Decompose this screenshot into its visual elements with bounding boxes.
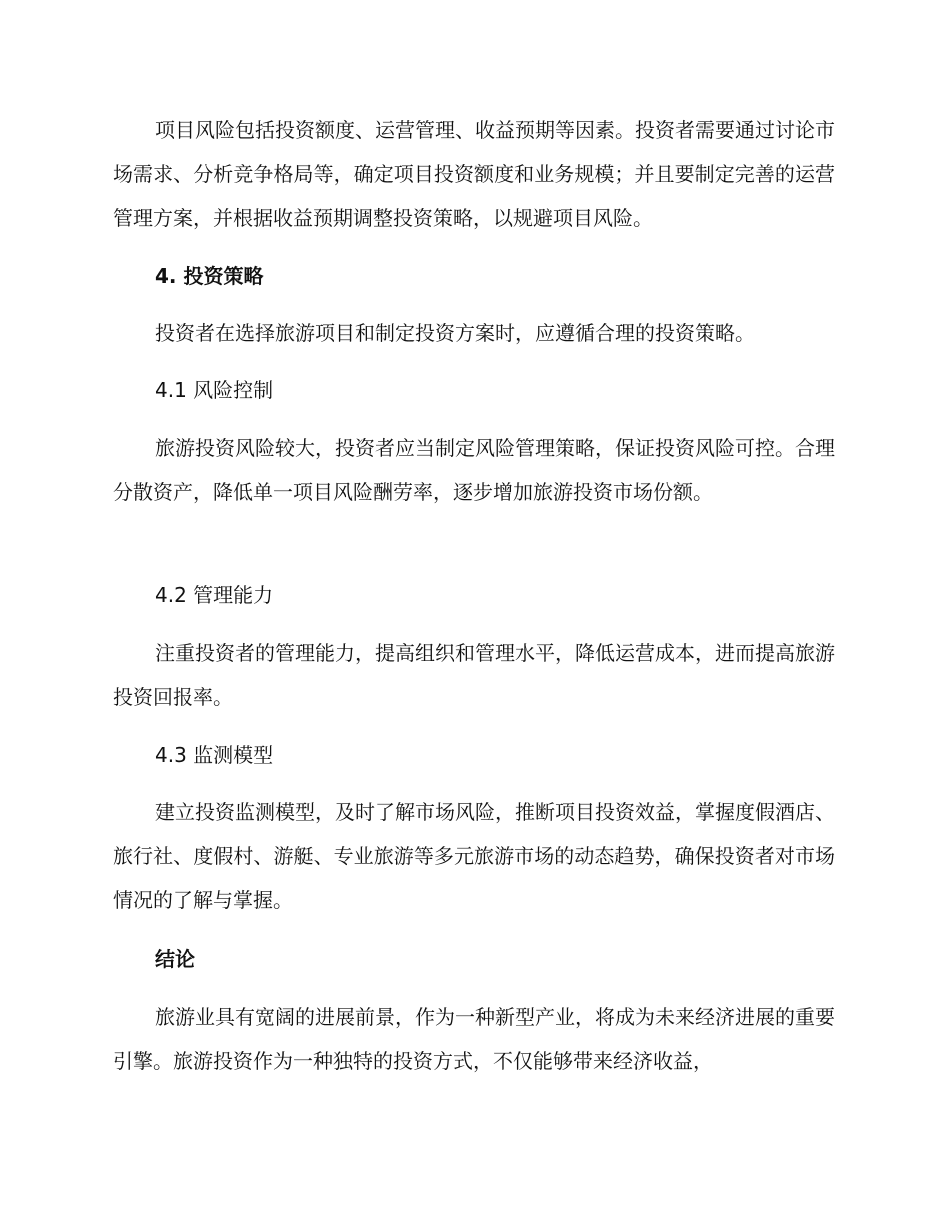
section-heading-investment-strategy: 4. 投资策略 (155, 264, 264, 288)
paragraph-risk-control: 旅游投资风险较大，投资者应当制定风险管理策略，保证投资风险可控。合理分散资产，降低单一项目风险酬劳率，逐步增加旅游投资市场份额。 (113, 436, 835, 504)
paragraph-conclusion: 旅游业具有宽阔的进展前景，作为一种新型产业，将成为未来经济进展的重要引擎。旅游投资作为一种独特的投资方式，不仅能够带来经济收益， (113, 1005, 835, 1073)
subheading-risk-control: 4.1 风险控制 (155, 378, 274, 402)
subheading-management-ability: 4.2 管理能力 (155, 583, 274, 607)
paragraph-strategy-intro: 投资者在选择旅游项目和制定投资方案时，应遵循合理的投资策略。 (155, 321, 755, 345)
subheading-monitoring-model: 4.3 监测模型 (155, 743, 274, 767)
paragraph-project-risk: 项目风险包括投资额度、运营管理、收益预期等因素。投资者需要通过讨论市场需求、分析竞争格局等，确定项目投资额度和业务规模；并且要制定完善的运营管理方案，并根据收益预期调整投资策略，以规避项目风险。 (113, 118, 835, 230)
paragraph-monitoring-model: 建立投资监测模型，及时了解市场风险，推断项目投资效益，掌握度假酒店、旅行社、度假村、游艇、专业旅游等多元旅游市场的动态趋势，确保投资者对市场情况的了解与掌握。 (113, 800, 835, 912)
section-heading-conclusion: 结论 (155, 947, 195, 971)
paragraph-management-ability: 注重投资者的管理能力，提高组织和管理水平，降低运营成本，进而提高旅游投资回报率。 (113, 641, 835, 709)
